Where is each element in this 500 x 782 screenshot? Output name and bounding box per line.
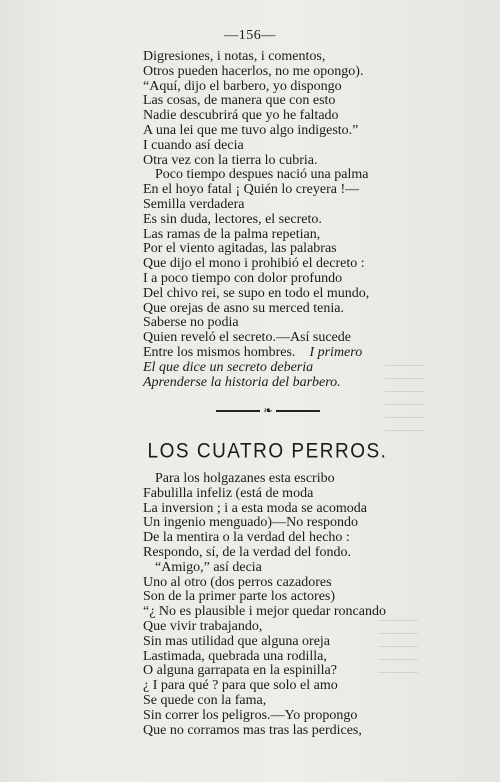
verse-line-text: Digresiones, i notas, i comentos,	[143, 49, 326, 64]
verse-line	[143, 546, 405, 561]
verse-line-text: Que dijo el mono i prohibió el decreto :	[143, 256, 365, 272]
verse-line	[143, 664, 405, 679]
verse-line-text: De la mentira o la verdad del hecho :	[143, 530, 350, 546]
verse-line-text: Que orejas de asno su merced tenia.	[143, 300, 344, 316]
fable-text	[143, 472, 405, 738]
divider-rule-left	[216, 410, 260, 412]
verse-line	[143, 65, 405, 80]
verse-line	[143, 331, 405, 346]
verse-line	[143, 213, 405, 228]
verse-line-text: Nadie descubrirá que yo he faltado	[143, 108, 339, 124]
verse-line-text: Sin correr los peligros.—Yo propongo	[143, 707, 358, 723]
verse-line-text: Para los holgazanes esta escribo	[155, 471, 335, 486]
verse-line-text: Las ramas de la palma repetian,	[143, 226, 321, 242]
verse-line	[143, 620, 405, 635]
verse-line-text: El que dice un secreto deberia	[143, 359, 314, 375]
verse-line	[143, 94, 405, 109]
verse-line-text: Del chivo rei, se supo en todo el mundo,	[143, 285, 370, 301]
verse-line-text: O alguna garrapata en la espinilla?	[143, 663, 337, 679]
verse-line	[143, 724, 405, 739]
verse-line-text: I a poco tiempo con dolor profundo	[143, 270, 343, 286]
verse-line-text: Uno al otro (dos perros cazadores	[143, 574, 332, 590]
verse-line-text: ¿ I para qué ? para que solo el amo	[143, 678, 338, 694]
verse-line	[143, 228, 405, 243]
verse-line	[143, 590, 405, 605]
verse-line-text: Aprenderse la historia del barbero.	[143, 374, 341, 390]
verse-line	[143, 487, 405, 502]
verse-line	[143, 50, 405, 65]
verse-line	[143, 287, 405, 302]
verse-line	[143, 346, 405, 361]
verse-line-text: Sin mas utilidad que alguna oreja	[143, 633, 331, 649]
verse-line	[143, 576, 405, 591]
verse-line-text: Es sin duda, lectores, el secreto.	[143, 211, 322, 227]
verse-line	[143, 709, 405, 724]
verse-line-text: Lastimada, quebrada una rodilla,	[143, 648, 327, 664]
verse-line	[143, 168, 405, 183]
verse-line	[143, 272, 405, 287]
verse-line-text: Un ingenio menguado)—No respondo	[143, 515, 359, 531]
verse-line	[143, 605, 405, 620]
verse-line-italic-tail: I primero	[309, 344, 363, 360]
verse-line	[143, 694, 405, 709]
verse-line	[143, 183, 405, 198]
verse-line-text: I cuando así decia	[143, 137, 244, 153]
verse-line	[143, 516, 405, 531]
verse-line-text: Fabulilla infeliz (está de moda	[143, 485, 314, 501]
verse-line	[143, 124, 405, 139]
verse-line-text: Entre los mismos hombres.	[143, 344, 296, 360]
verse-line	[143, 376, 405, 391]
verse-line	[143, 316, 405, 331]
divider-rule-right	[276, 410, 320, 412]
verse-line	[143, 302, 405, 317]
verse-line-text: Poco tiempo despues nació una palma	[155, 167, 369, 183]
verse-line-text: Otra vez con la tierra lo cubria.	[143, 152, 318, 168]
verse-line-text: Quien reveló el secreto.—Así sucede	[143, 330, 351, 346]
verse-line-text: En el hoyo fatal ¡ Quién lo creyera !—	[143, 182, 360, 198]
verse-line	[143, 635, 405, 650]
verse-line	[143, 561, 405, 576]
verse-line	[143, 650, 405, 665]
verse-line	[143, 679, 405, 694]
divider-knot-ornament: ❧	[263, 404, 273, 417]
verse-line-text: Son de la primer parte los actores)	[143, 589, 336, 605]
verse-line-text: Saberse no podia	[143, 315, 239, 331]
verse-line-text: A una lei que me tuvo algo indigesto.”	[143, 122, 359, 138]
verse-line	[143, 531, 405, 546]
verse-line-text: “¿ No es plausible i mejor quedar roncando	[143, 604, 386, 620]
page-number: —156—	[224, 28, 276, 43]
fable-title: LOS CUATRO PERROS.	[147, 439, 388, 464]
verse-line	[143, 257, 405, 272]
verse-line	[143, 242, 405, 257]
verse-line-text: Que no corramos mas tras las perdices,	[143, 722, 362, 738]
verse-line	[143, 80, 405, 95]
verse-line-text: Que vivir trabajando,	[143, 618, 263, 634]
verse-line-text: “Aquí, dijo el barbero, yo dispongo	[143, 78, 342, 94]
verse-line	[143, 109, 405, 124]
verse-line-text: Otros pueden hacerlos, no me opongo).	[143, 63, 364, 79]
verse-line-text: Por el viento agitadas, las palabras	[143, 241, 337, 257]
verse-line	[143, 472, 405, 487]
verse-line	[143, 198, 405, 213]
verse-line-text: Se quede con la fama,	[143, 692, 267, 708]
verse-line-text: La inversion ; i a esta moda se acomoda	[143, 500, 367, 516]
verse-line	[143, 139, 405, 154]
verse-line	[143, 154, 405, 169]
verse-line-text: Semilla verdadera	[143, 196, 245, 212]
verse-line-text: “Amigo,” así decia	[155, 559, 262, 575]
verse-line	[143, 361, 405, 376]
poem-continuation	[143, 50, 405, 390]
section-divider-ornament	[216, 404, 320, 418]
verse-line-text: Las cosas, de manera que con esto	[143, 93, 336, 109]
verse-line-text: Respondo, sí, de la verdad del fondo.	[143, 544, 352, 560]
verse-line	[143, 502, 405, 517]
